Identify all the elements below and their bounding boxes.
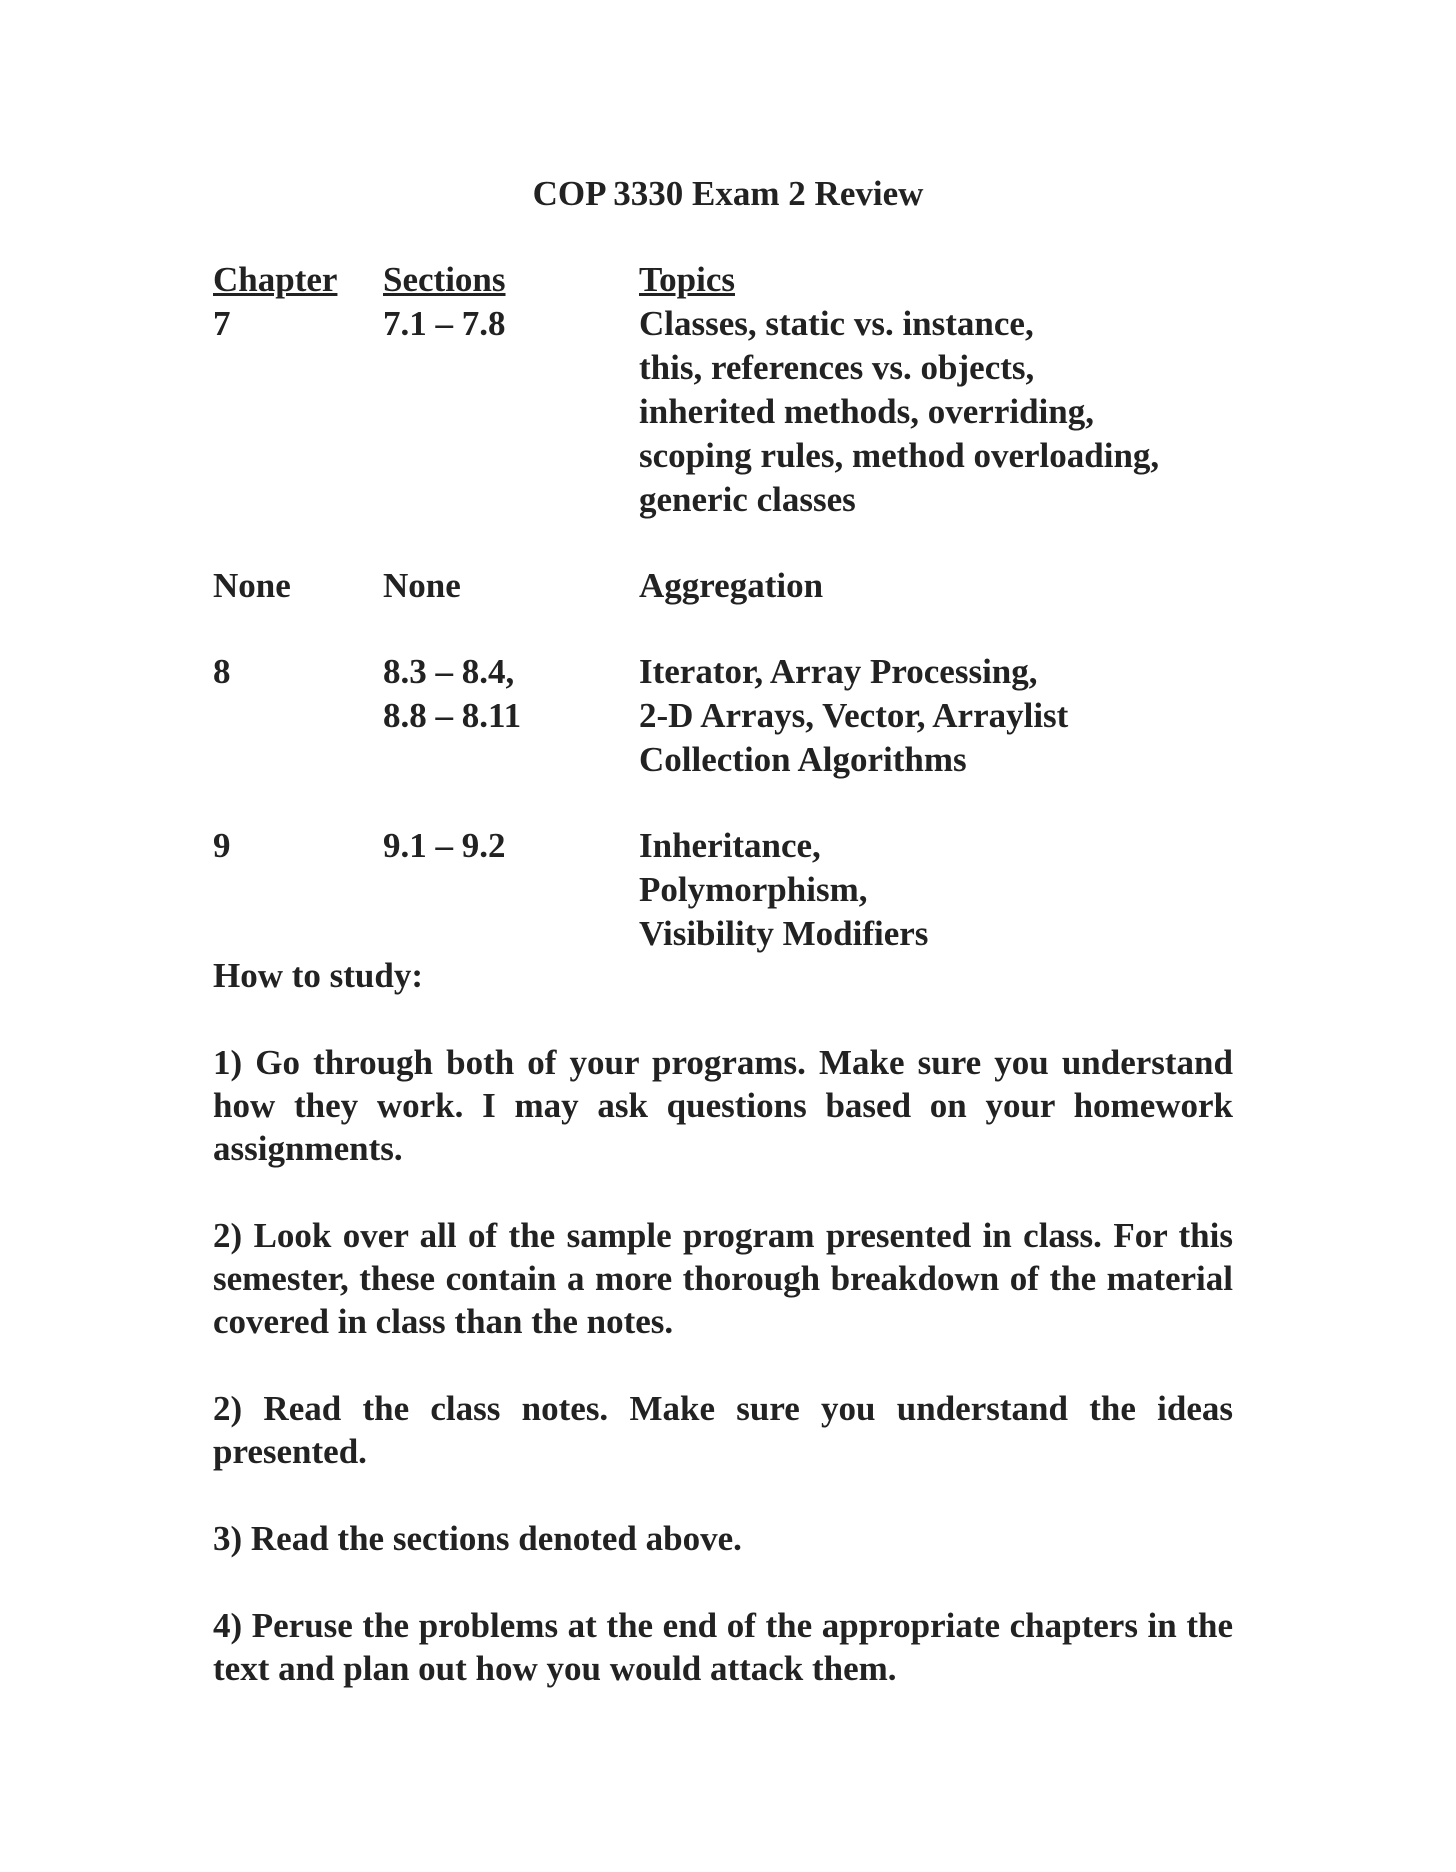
study-step: 1) Go through both of your programs. Make sure you understand how they work. I may ask questions based on your homework assignments.: [213, 1043, 1233, 1168]
sections-header: Sections: [383, 260, 506, 299]
table-row: [213, 824, 1243, 956]
page-title: COP 3330 Exam 2 Review: [532, 174, 924, 213]
row-spacer: [213, 522, 1243, 564]
sections-cell: [383, 650, 639, 782]
section-line: 8.8 – 8.11: [383, 696, 522, 735]
topics-header: Topics: [639, 260, 735, 299]
topics-cell: [639, 650, 1239, 782]
review-table: [213, 258, 1243, 956]
topics-cell: [639, 302, 1239, 522]
table-row: [213, 564, 1243, 608]
sections-cell: [383, 824, 639, 956]
topic-line: Polymorphism,: [639, 870, 868, 909]
topic-line: inherited methods, overriding,: [639, 392, 1094, 431]
chapter-cell: None: [213, 566, 291, 605]
topic-line: Collection Algorithms: [639, 740, 967, 779]
row-spacer: [213, 782, 1243, 824]
section-line: None: [383, 566, 461, 605]
section-line: 7.1 – 7.8: [383, 304, 506, 343]
topic-line: generic classes: [639, 480, 856, 519]
sections-cell: [383, 302, 639, 522]
topics-cell: [639, 824, 1239, 956]
table-header-row: [213, 258, 1243, 302]
study-step: 4) Peruse the problems at the end of the appropriate chapters in the text and plan out how you would attack them.: [213, 1606, 1233, 1688]
topic-line: Classes, static vs. instance,: [639, 304, 1034, 343]
study-steps: [213, 1041, 1233, 1734]
topic-line: Visibility Modifiers: [639, 914, 929, 953]
chapter-cell: 9: [213, 826, 231, 865]
topic-line: Aggregation: [639, 566, 824, 605]
chapter-cell: 8: [213, 652, 231, 691]
section-line: 9.1 – 9.2: [383, 826, 506, 865]
row-spacer: [213, 608, 1243, 650]
topics-cell: [639, 564, 1239, 608]
study-step: 3) Read the sections denoted above.: [213, 1519, 742, 1558]
chapter-cell: 7: [213, 304, 231, 343]
section-line: 8.3 – 8.4,: [383, 652, 515, 691]
table-row: [213, 650, 1243, 782]
topic-line: Iterator, Array Processing,: [639, 652, 1038, 691]
sections-cell: [383, 564, 639, 608]
topic-line: Inheritance,: [639, 826, 821, 865]
topic-line: scoping rules, method overloading,: [639, 436, 1160, 475]
topic-line: this, references vs. objects,: [639, 348, 1035, 387]
topic-line: 2-D Arrays, Vector, Arraylist: [639, 696, 1069, 735]
study-step: 2) Read the class notes. Make sure you understand the ideas presented.: [213, 1389, 1233, 1471]
chapter-header: Chapter: [213, 260, 338, 299]
table-row: [213, 302, 1243, 522]
study-heading: How to study:: [213, 956, 424, 995]
study-step: 2) Look over all of the sample program presented in class. For this semester, these contain a more thorough breakdown of the material covered in class than the notes.: [213, 1216, 1233, 1341]
